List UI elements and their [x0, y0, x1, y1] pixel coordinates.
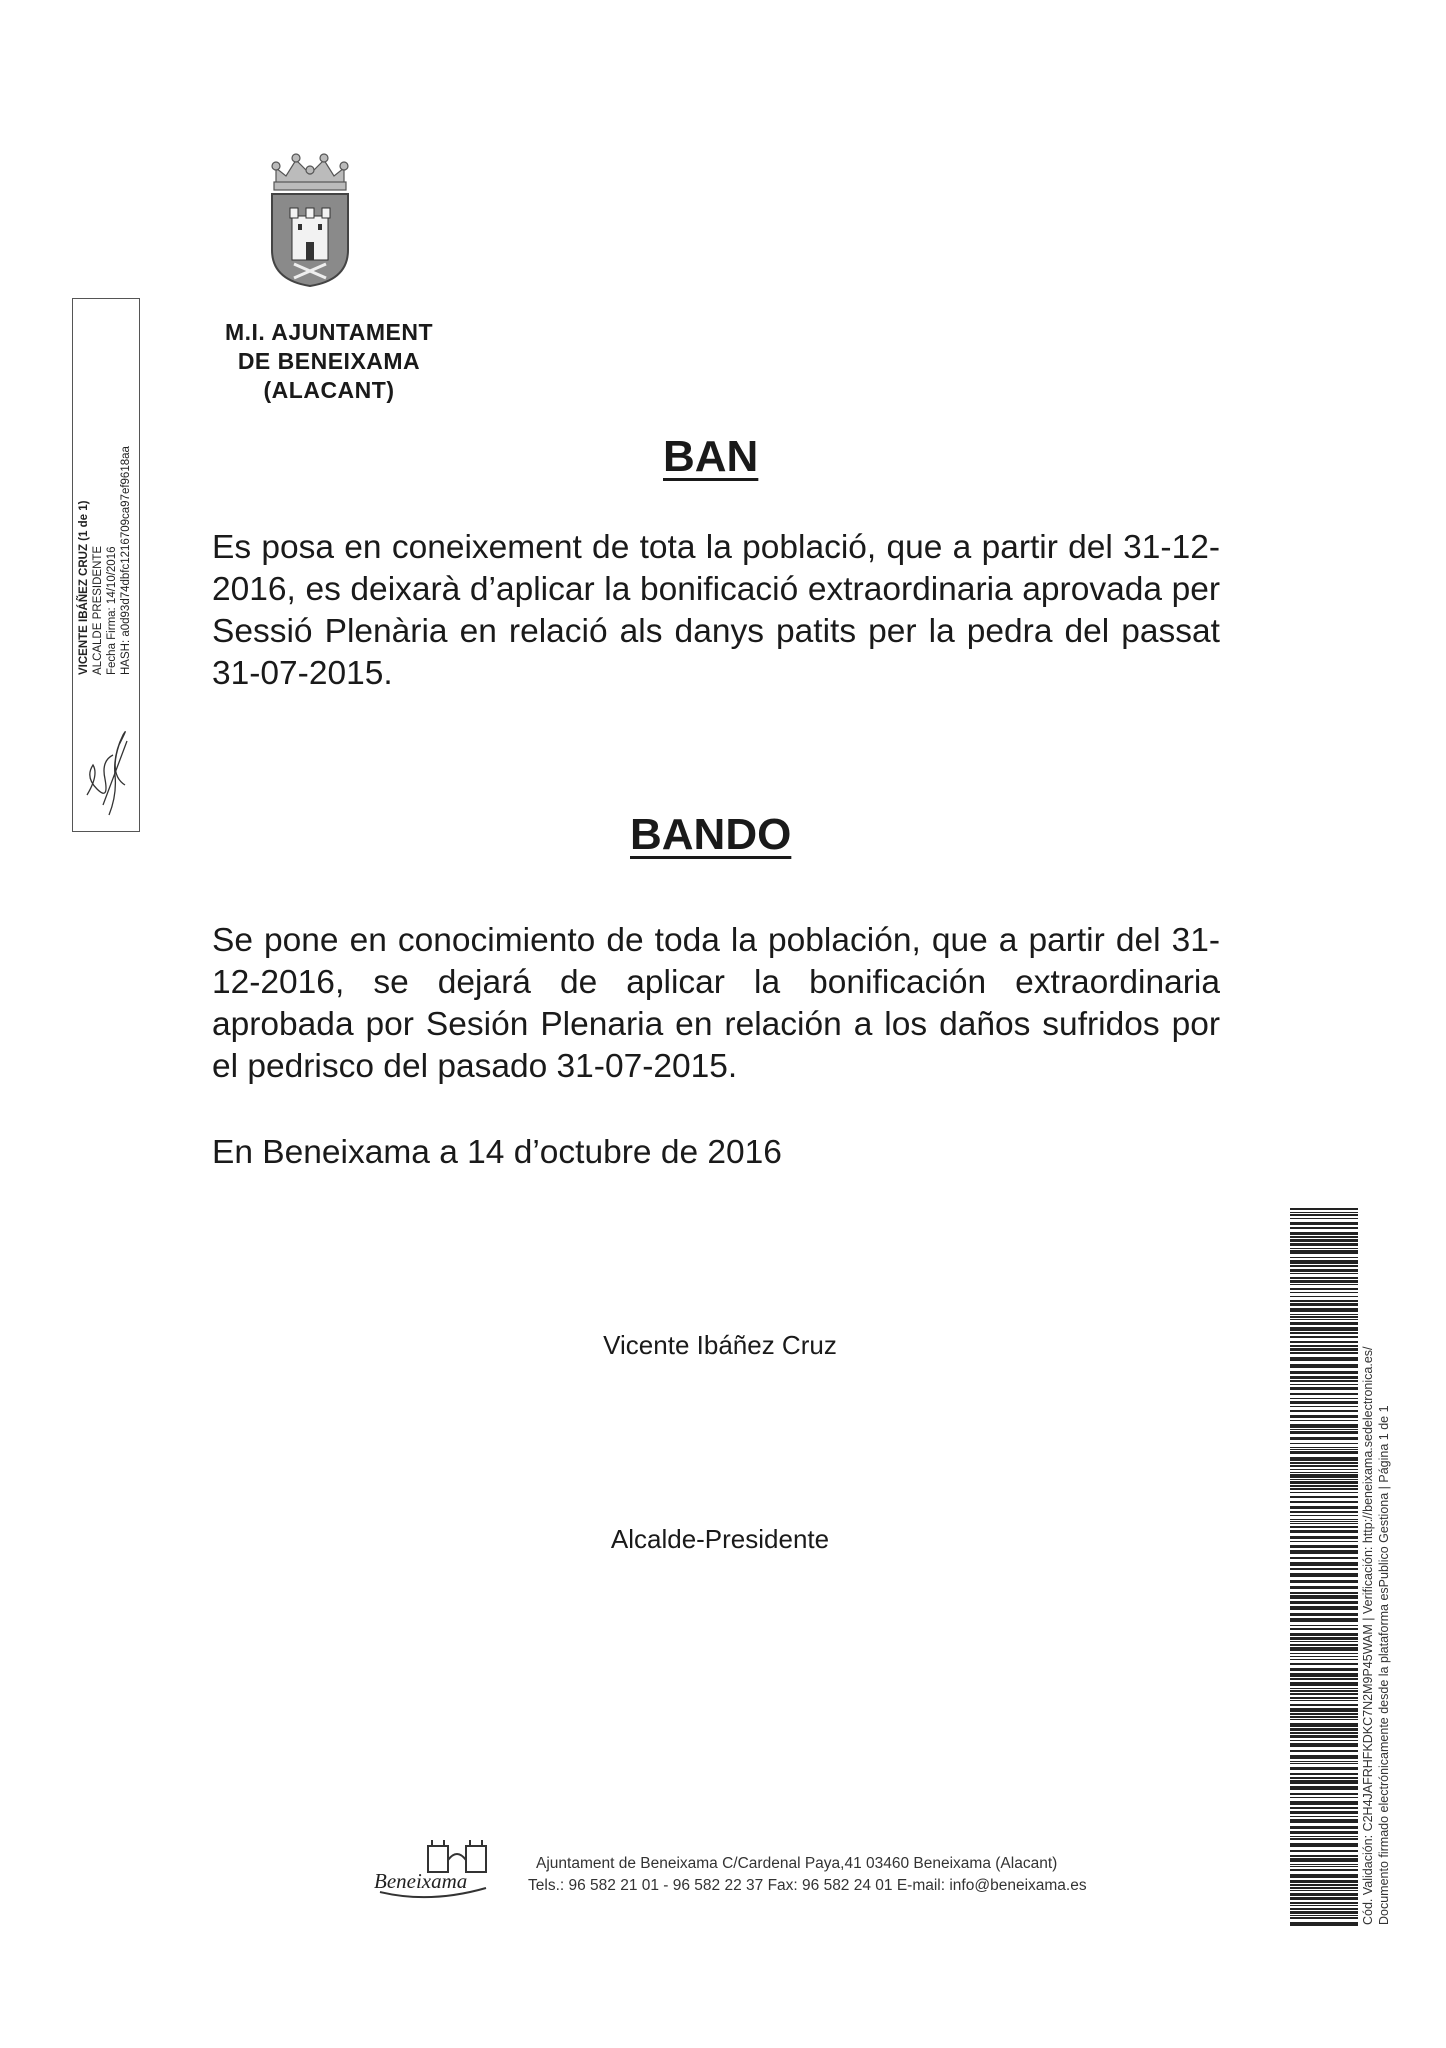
stamp-line-1: VICENTE IBÁÑEZ CRUZ (1 de 1): [78, 500, 90, 675]
signature-stamp: [72, 298, 140, 832]
municipality-line-1: M.I. AJUNTAMENT: [224, 319, 434, 345]
bando-body: Se pone en conocimiento de toda la población, que a partir del 31-12-2016, se dejará de aplicar la bonificación extraordinaria aprobada por Sesión Plenaria en relación a los daños sufridos por el pedrisco del pasado 31-07-2015.: [212, 922, 1220, 1085]
signer-name: Vicente Ibáñez Cruz: [603, 1330, 837, 1360]
footer-address: Ajuntament de Beneixama C/Cardenal Paya,41 03460 Beneixama (Alacant): [536, 1855, 1058, 1872]
barcode-icon: [1290, 1208, 1358, 1928]
verification-line-1: Cód. Validación: C2H4JAFRHFKDKC7N2M9P45WAM | Verificación: http://beneixama.sedelectronica.es/: [1361, 1346, 1375, 1925]
verification-line-2: Documento firmado electrónicamente desde la plataforma esPublico Gestiona | Página 1 de 1: [1377, 1405, 1391, 1925]
municipality-line-2: DE BENEIXAMA: [237, 348, 421, 374]
svg-text:Beneixama: Beneixama: [374, 1869, 468, 1893]
stamp-line-3: Fecha Firma: 14/10/2016: [106, 546, 118, 675]
stamp-text: [77, 446, 133, 675]
ban-body: Es posa en coneixement de tota la població, que a partir del 31-12-2016, es deixarà d’aplicar la bonificació extraordinaria aprovada per Sessió Plenària en relació als danys patits per la pedra del passat 31-07-2015.: [212, 529, 1220, 692]
bando-title: BANDO: [630, 810, 792, 859]
handwritten-signature-icon: [79, 705, 135, 825]
municipality-header: [204, 318, 454, 405]
ban-title: BAN: [663, 432, 759, 481]
footer-phones: Tels.: 96 582 21 01 - 96 582 22 37 Fax: 96 582 24 01 E-mail: info@beneixama.es: [528, 1877, 1087, 1894]
date-line: En Beneixama a 14 d’octubre de 2016: [212, 1134, 782, 1171]
signer-role: Alcalde-Presidente: [610, 1524, 830, 1554]
beneixama-logo-icon: [370, 1838, 500, 1910]
footer-contact: [528, 1853, 1087, 1897]
coat-of-arms-icon: [262, 150, 358, 288]
verification-text: [1360, 1347, 1392, 1926]
stamp-line-2: ALCALDE PRESIDENTE: [92, 545, 104, 675]
municipality-line-3: (ALACANT): [263, 377, 395, 403]
stamp-line-4: HASH: a0d93d74dbfc1216709ca97ef9618aa: [120, 446, 132, 675]
